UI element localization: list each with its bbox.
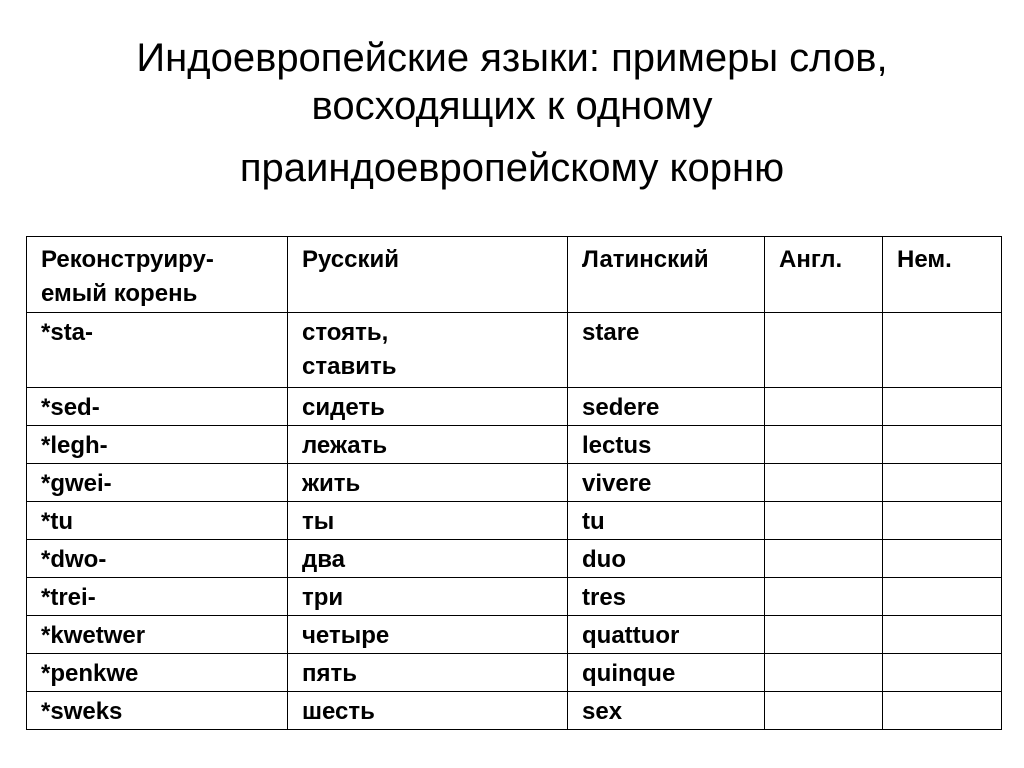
header-english (765, 237, 883, 313)
slide-title (40, 34, 984, 192)
cell-russian: шесть (288, 692, 568, 730)
cell-root: *tu (27, 502, 288, 540)
cell-english (765, 654, 883, 692)
header-english-label: Англ. (779, 246, 843, 273)
cell-russian-line-2: ставить (302, 353, 397, 380)
cell-english (765, 540, 883, 578)
cell-english (765, 388, 883, 426)
header-root-line-1: Реконструиру- (41, 246, 214, 273)
cell-root: *trei- (27, 578, 288, 616)
cell-root: *sta- (27, 313, 288, 388)
cell-latin: tres (568, 578, 765, 616)
cell-russian: сидеть (288, 388, 568, 426)
table-row (27, 502, 1002, 540)
cell-latin: vivere (568, 464, 765, 502)
cell-english (765, 578, 883, 616)
cell-german (883, 502, 1002, 540)
cell-german (883, 692, 1002, 730)
cell-russian: четыре (288, 616, 568, 654)
cell-german (883, 313, 1002, 388)
cell-german (883, 388, 1002, 426)
cell-russian: ты (288, 502, 568, 540)
header-root-line-2: емый корень (41, 280, 198, 307)
table-row (27, 464, 1002, 502)
cell-root: *sed- (27, 388, 288, 426)
header-german (883, 237, 1002, 313)
cell-russian: два (288, 540, 568, 578)
cell-german (883, 578, 1002, 616)
cell-root: *gwei- (27, 464, 288, 502)
table-row (27, 692, 1002, 730)
cell-root: *dwo- (27, 540, 288, 578)
cell-english (765, 426, 883, 464)
cell-latin: lectus (568, 426, 765, 464)
cell-russian: пять (288, 654, 568, 692)
header-latin (568, 237, 765, 313)
word-table-container (26, 236, 1002, 730)
header-latin-label: Латинский (582, 246, 709, 273)
title-line-1: Индоевропейские языки: примеры слов, (136, 36, 888, 80)
cell-english (765, 313, 883, 388)
cell-german (883, 654, 1002, 692)
table-row (27, 616, 1002, 654)
table-row (27, 313, 1002, 388)
cell-russian-line-1: стоять, (302, 319, 389, 346)
cell-german (883, 616, 1002, 654)
table-row (27, 654, 1002, 692)
table-row (27, 388, 1002, 426)
table-row (27, 540, 1002, 578)
cell-root: *sweks (27, 692, 288, 730)
header-russian (288, 237, 568, 313)
cell-latin: quattuor (568, 616, 765, 654)
cell-latin: quinque (568, 654, 765, 692)
cell-german (883, 540, 1002, 578)
cell-latin: sedere (568, 388, 765, 426)
cell-latin: sex (568, 692, 765, 730)
title-line-2: восходящих к одному (311, 84, 713, 128)
cell-german (883, 464, 1002, 502)
word-table (26, 236, 1002, 730)
cell-latin: duo (568, 540, 765, 578)
cell-root: *legh- (27, 426, 288, 464)
table-row (27, 578, 1002, 616)
cell-russian (288, 313, 568, 388)
table-row (27, 426, 1002, 464)
cell-latin: stare (568, 313, 765, 388)
cell-german (883, 426, 1002, 464)
header-russian-label: Русский (302, 246, 399, 273)
cell-root: *kwetwer (27, 616, 288, 654)
cell-russian: три (288, 578, 568, 616)
header-german-label: Нем. (897, 246, 952, 273)
cell-english (765, 464, 883, 502)
cell-english (765, 692, 883, 730)
cell-root: *penkwe (27, 654, 288, 692)
cell-english (765, 502, 883, 540)
title-line-3: праиндоевропейскому корню (239, 146, 785, 190)
cell-russian: жить (288, 464, 568, 502)
header-root (27, 237, 288, 313)
cell-latin: tu (568, 502, 765, 540)
cell-english (765, 616, 883, 654)
table-header-row (27, 237, 1002, 313)
cell-russian: лежать (288, 426, 568, 464)
